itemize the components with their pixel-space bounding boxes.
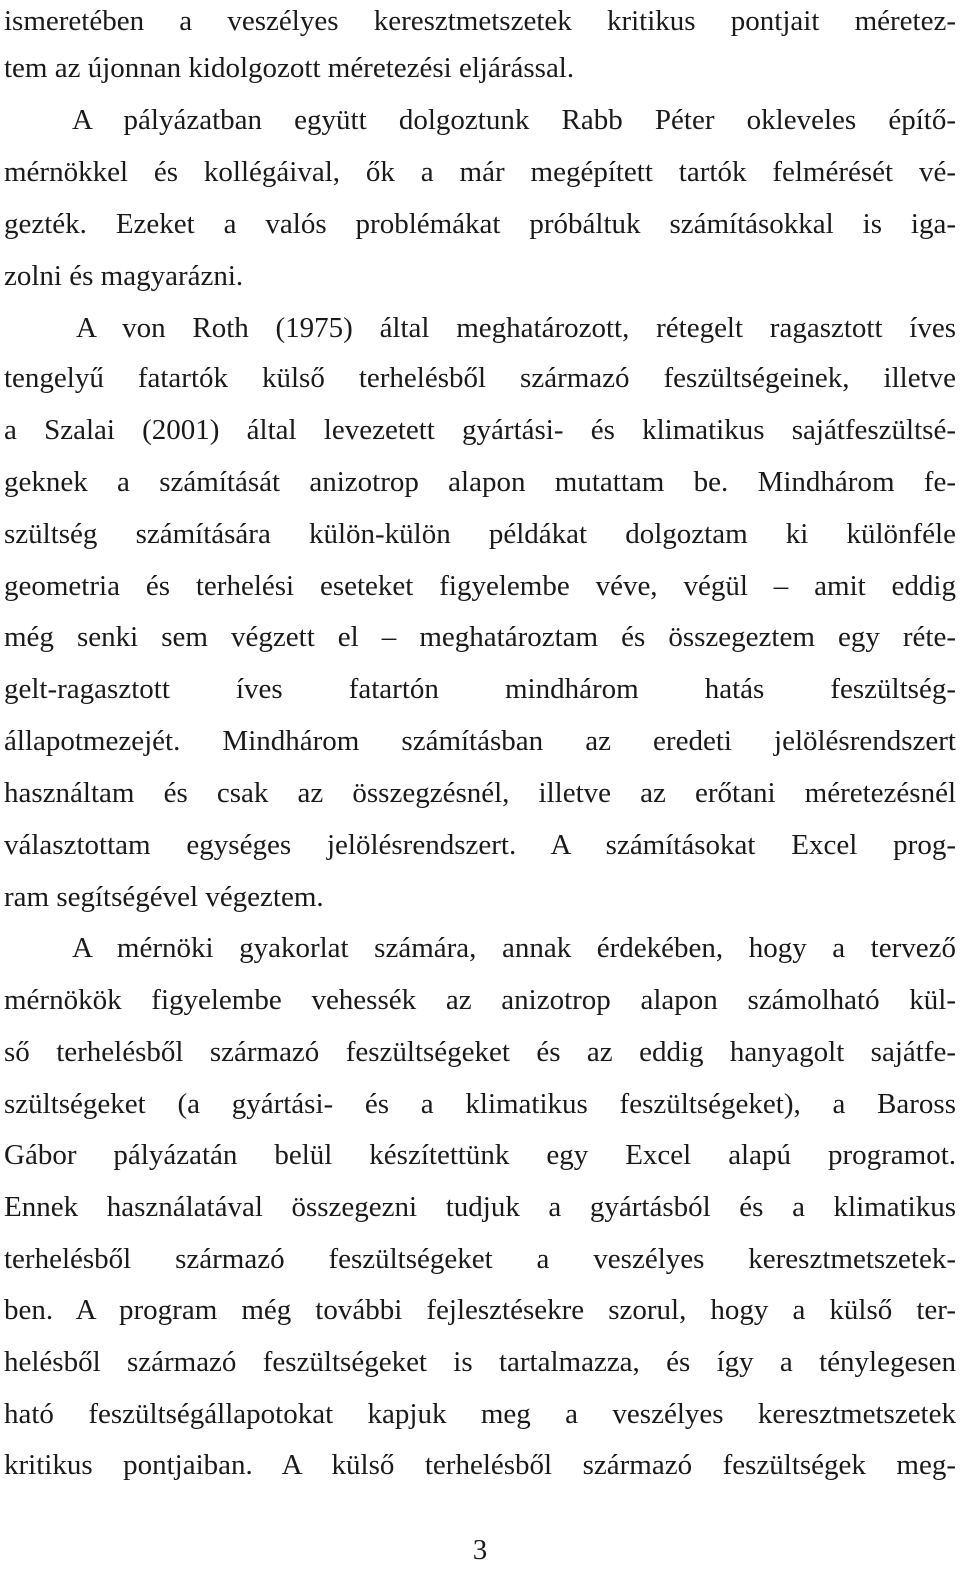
text-line: geometria és terhelési eseteket figyelembe véve, végül – amit eddig	[4, 570, 956, 602]
text-line: választottam egységes jelölésrendszert. A számításokat Excel prog-	[4, 829, 956, 861]
text-line: A pályázatban együtt dolgoztunk Rabb Péter okleveles építő-	[72, 104, 956, 136]
text-line: szültség számítására külön-külön példákat dolgoztam ki különféle	[4, 518, 956, 550]
text-line: állapotmezejét. Mindhárom számításban az eredeti jelölésrendszert	[4, 725, 956, 757]
text-line: ismeretében a veszélyes keresztmetszetek kritikus pontjait méretez-	[4, 5, 956, 37]
text-line: A mérnöki gyakorlat számára, annak érdekében, hogy a tervező	[72, 932, 956, 964]
text-line: Gábor pályázatán belül készítettünk egy Excel alapú programot.	[4, 1139, 956, 1171]
text-line: geknek a számítását anizotrop alapon mutattam be. Mindhárom fe-	[4, 466, 956, 498]
text-line: kritikus pontjaiban. A külső terhelésből származó feszültségek meg-	[4, 1449, 956, 1481]
text-line: mérnökök figyelembe vehessék az anizotrop alapon számolható kül-	[4, 984, 956, 1016]
text-line: használtam és csak az összegzésnél, illetve az erőtani méretezésnél	[4, 777, 956, 809]
text-line: ben. A program még további fejlesztésekre szorul, hogy a külső ter-	[4, 1294, 956, 1326]
text-line: gelt-ragasztott íves fatartón mindhárom hatás feszültség-	[4, 673, 956, 705]
text-line: még senki sem végzett el – meghatároztam és összegeztem egy réte-	[4, 621, 956, 653]
page-number: 3	[472, 1534, 488, 1566]
text-line: gezték. Ezeket a valós problémákat próbáltuk számításokkal is iga-	[4, 208, 956, 240]
text-line: ső terhelésből származó feszültségeket és az eddig hanyagolt sajátfe-	[4, 1036, 956, 1068]
text-line: tengelyű fatartók külső terhelésből származó feszültségeinek, illetve	[4, 362, 956, 394]
text-line: Ennek használatával összegezni tudjuk a gyártásból és a klimatikus	[4, 1191, 956, 1223]
text-line: zolni és magyarázni.	[4, 260, 244, 292]
text-line: helésből származó feszültségeket is tartalmazza, és így a ténylegesen	[4, 1346, 956, 1378]
text-line: ram segítségével végeztem.	[4, 881, 324, 913]
text-line: terhelésből származó feszültségeket a veszélyes keresztmetszetek-	[4, 1243, 956, 1275]
text-line: mérnökkel és kollégáival, ők a már megépített tartók felmérését vé-	[4, 156, 956, 188]
text-line: szültségeket (a gyártási- és a klimatikus feszültségeket), a Baross	[4, 1088, 956, 1120]
text-line: ható feszültségállapotokat kapjuk meg a veszélyes keresztmetszetek	[4, 1398, 956, 1430]
text-line: a Szalai (2001) által levezetett gyártási- és klimatikus sajátfeszültsé-	[4, 414, 956, 446]
text-line: tem az újonnan kidolgozott méretezési eljárással.	[4, 52, 575, 84]
text-line: A von Roth (1975) által meghatározott, rétegelt ragasztott íves	[76, 312, 956, 344]
